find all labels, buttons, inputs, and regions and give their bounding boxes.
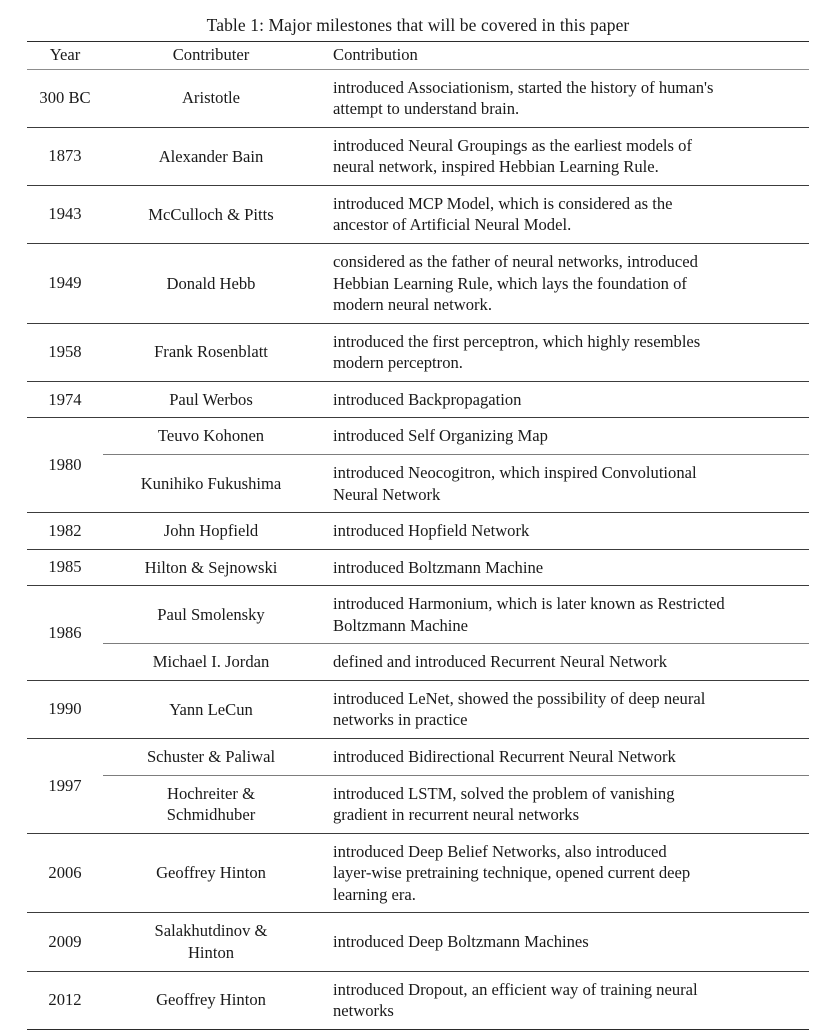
text-line: modern neural network. — [333, 295, 492, 315]
text-line: introduced the first perceptron, which highly resembles — [333, 331, 701, 351]
contribution-cell — [319, 549, 809, 586]
table-row — [27, 381, 809, 418]
text-line: introduced Backpropagation — [333, 389, 522, 409]
text-line: Salakhutdinov & — [154, 921, 268, 941]
year-cell: 1985 — [27, 549, 103, 586]
milestones-table — [27, 41, 809, 1030]
text-line: introduced Associationism, started the history of human's — [333, 77, 714, 97]
year-cell: 2009 — [27, 913, 103, 971]
text-line: Geoffrey Hinton — [156, 990, 266, 1010]
contributer-cell — [103, 680, 319, 738]
text-line: introduced Dropout, an efficient way of training neural — [333, 979, 698, 999]
text-line: introduced LeNet, showed the possibility of deep neural — [333, 688, 706, 708]
contribution-cell — [319, 127, 809, 185]
text-line: introduced Deep Belief Networks, also introduced — [333, 841, 667, 861]
table-row — [27, 644, 809, 681]
contribution-cell — [319, 513, 809, 550]
text-line: Paul Smolensky — [157, 604, 265, 624]
text-line: Michael I. Jordan — [152, 652, 270, 672]
table-body — [27, 69, 809, 1029]
text-line: McCulloch & Pitts — [148, 204, 274, 224]
text-line: introduced Harmonium, which is later known as Restricted — [333, 594, 725, 614]
table-caption: Table 1: Major milestones that will be covered in this paper — [206, 15, 630, 35]
year-cell: 1980 — [27, 418, 103, 513]
contributer-cell — [103, 454, 319, 512]
text-line: introduced Bidirectional Recurrent Neural Network — [333, 747, 676, 767]
contribution-cell — [319, 323, 809, 381]
contribution-cell — [319, 739, 809, 776]
table-row — [27, 775, 809, 833]
text-line: layer-wise pretraining technique, opened current deep — [333, 863, 691, 883]
text-line: Alexander Bain — [158, 146, 264, 166]
contributer-cell — [103, 381, 319, 418]
contribution-cell — [319, 244, 809, 324]
text-line: introduced Hopfield Network — [333, 521, 530, 541]
year-cell: 1949 — [27, 244, 103, 324]
contributer-cell — [103, 913, 319, 971]
text-line: networks — [333, 1001, 394, 1021]
text-line: Hebbian Learning Rule, which lays the foundation of — [333, 273, 687, 293]
table-row — [27, 454, 809, 512]
contributer-cell — [103, 127, 319, 185]
text-line: Paul Werbos — [169, 389, 253, 409]
text-line: introduced Deep Boltzmann Machines — [333, 932, 589, 952]
contributer-cell — [103, 549, 319, 586]
table-row — [27, 971, 809, 1029]
table-row — [27, 586, 809, 644]
text-line: neural network, inspired Hebbian Learning Rule. — [333, 157, 659, 177]
contribution-cell — [319, 586, 809, 644]
contribution-cell — [319, 69, 809, 127]
text-line: learning era. — [333, 884, 416, 904]
year-cell: 1990 — [27, 680, 103, 738]
text-line: Kunihiko Fukushima — [140, 473, 282, 493]
text-line: attempt to understand brain. — [333, 99, 520, 119]
text-line: networks in practice — [333, 710, 468, 730]
text-line: introduced Neocogitron, which inspired Convolutional — [333, 462, 697, 482]
text-line: Boltzmann Machine — [333, 615, 469, 635]
table-row — [27, 69, 809, 127]
year-cell: 1997 — [27, 739, 103, 834]
year-cell: 2012 — [27, 971, 103, 1029]
text-line: introduced Self Organizing Map — [333, 426, 548, 446]
table-row — [27, 244, 809, 324]
text-line: introduced Neural Groupings as the earliest models of — [333, 135, 692, 155]
contribution-cell — [319, 833, 809, 913]
contribution-cell — [319, 381, 809, 418]
year-cell: 2006 — [27, 833, 103, 913]
year-cell: 1986 — [27, 586, 103, 681]
text-line: John Hopfield — [163, 521, 259, 541]
text-line: Yann LeCun — [169, 699, 253, 719]
text-line: introduced MCP Model, which is considered as the — [333, 193, 673, 213]
year-cell: 1982 — [27, 513, 103, 550]
table-row — [27, 680, 809, 738]
contributer-cell — [103, 244, 319, 324]
column-header-contribution: Contribution — [319, 41, 809, 69]
contribution-cell — [319, 418, 809, 455]
text-line: introduced Boltzmann Machine — [333, 557, 544, 577]
contributer-cell — [103, 644, 319, 681]
contribution-cell — [319, 971, 809, 1029]
text-line: Donald Hebb — [166, 273, 256, 293]
text-line: Schuster & Paliwal — [146, 747, 276, 767]
contribution-cell — [319, 775, 809, 833]
contributer-cell — [103, 971, 319, 1029]
text-line: Hinton — [187, 942, 235, 962]
text-line: Teuvo Kohonen — [157, 426, 265, 446]
contributer-cell — [103, 418, 319, 455]
contributer-cell — [103, 775, 319, 833]
text-line: introduced LSTM, solved the problem of vanishing — [333, 783, 675, 803]
table-row — [27, 913, 809, 971]
year-cell: 1873 — [27, 127, 103, 185]
contributer-cell — [103, 513, 319, 550]
text-line: gradient in recurrent neural networks — [333, 805, 580, 825]
contribution-cell — [319, 644, 809, 681]
contribution-cell — [319, 454, 809, 512]
table-row — [27, 739, 809, 776]
contributer-cell — [103, 586, 319, 644]
contributer-cell — [103, 69, 319, 127]
column-header-year: Year — [27, 41, 103, 69]
text-line: Aristotle — [181, 88, 241, 108]
table-row — [27, 833, 809, 913]
text-line: Schmidhuber — [166, 805, 256, 825]
text-line: Frank Rosenblatt — [154, 342, 268, 362]
table-row — [27, 323, 809, 381]
table-row — [27, 185, 809, 243]
table-row — [27, 549, 809, 586]
contributer-cell — [103, 739, 319, 776]
text-line: modern perceptron. — [333, 353, 463, 373]
contributer-cell — [103, 185, 319, 243]
contribution-cell — [319, 185, 809, 243]
column-header-contributer: Contributer — [103, 41, 319, 69]
table-header — [27, 41, 809, 69]
contributer-cell — [103, 323, 319, 381]
text-line: Hochreiter & — [166, 783, 255, 803]
header-row — [27, 41, 809, 69]
contribution-cell — [319, 913, 809, 971]
contributer-cell — [103, 833, 319, 913]
text-line: Neural Network — [333, 484, 441, 504]
year-cell: 300 BC — [27, 69, 103, 127]
contribution-cell — [319, 680, 809, 738]
table-row — [27, 127, 809, 185]
text-line: ancestor of Artificial Neural Model. — [333, 215, 572, 235]
table-row — [27, 513, 809, 550]
year-cell: 1974 — [27, 381, 103, 418]
text-line: defined and introduced Recurrent Neural Network — [333, 652, 668, 672]
year-cell: 1958 — [27, 323, 103, 381]
table-container — [27, 41, 809, 1030]
text-line: Hilton & Sejnowski — [144, 557, 278, 577]
year-cell: 1943 — [27, 185, 103, 243]
text-line: Geoffrey Hinton — [156, 863, 266, 883]
text-line: considered as the father of neural networks, introduced — [333, 252, 698, 272]
table-row — [27, 418, 809, 455]
